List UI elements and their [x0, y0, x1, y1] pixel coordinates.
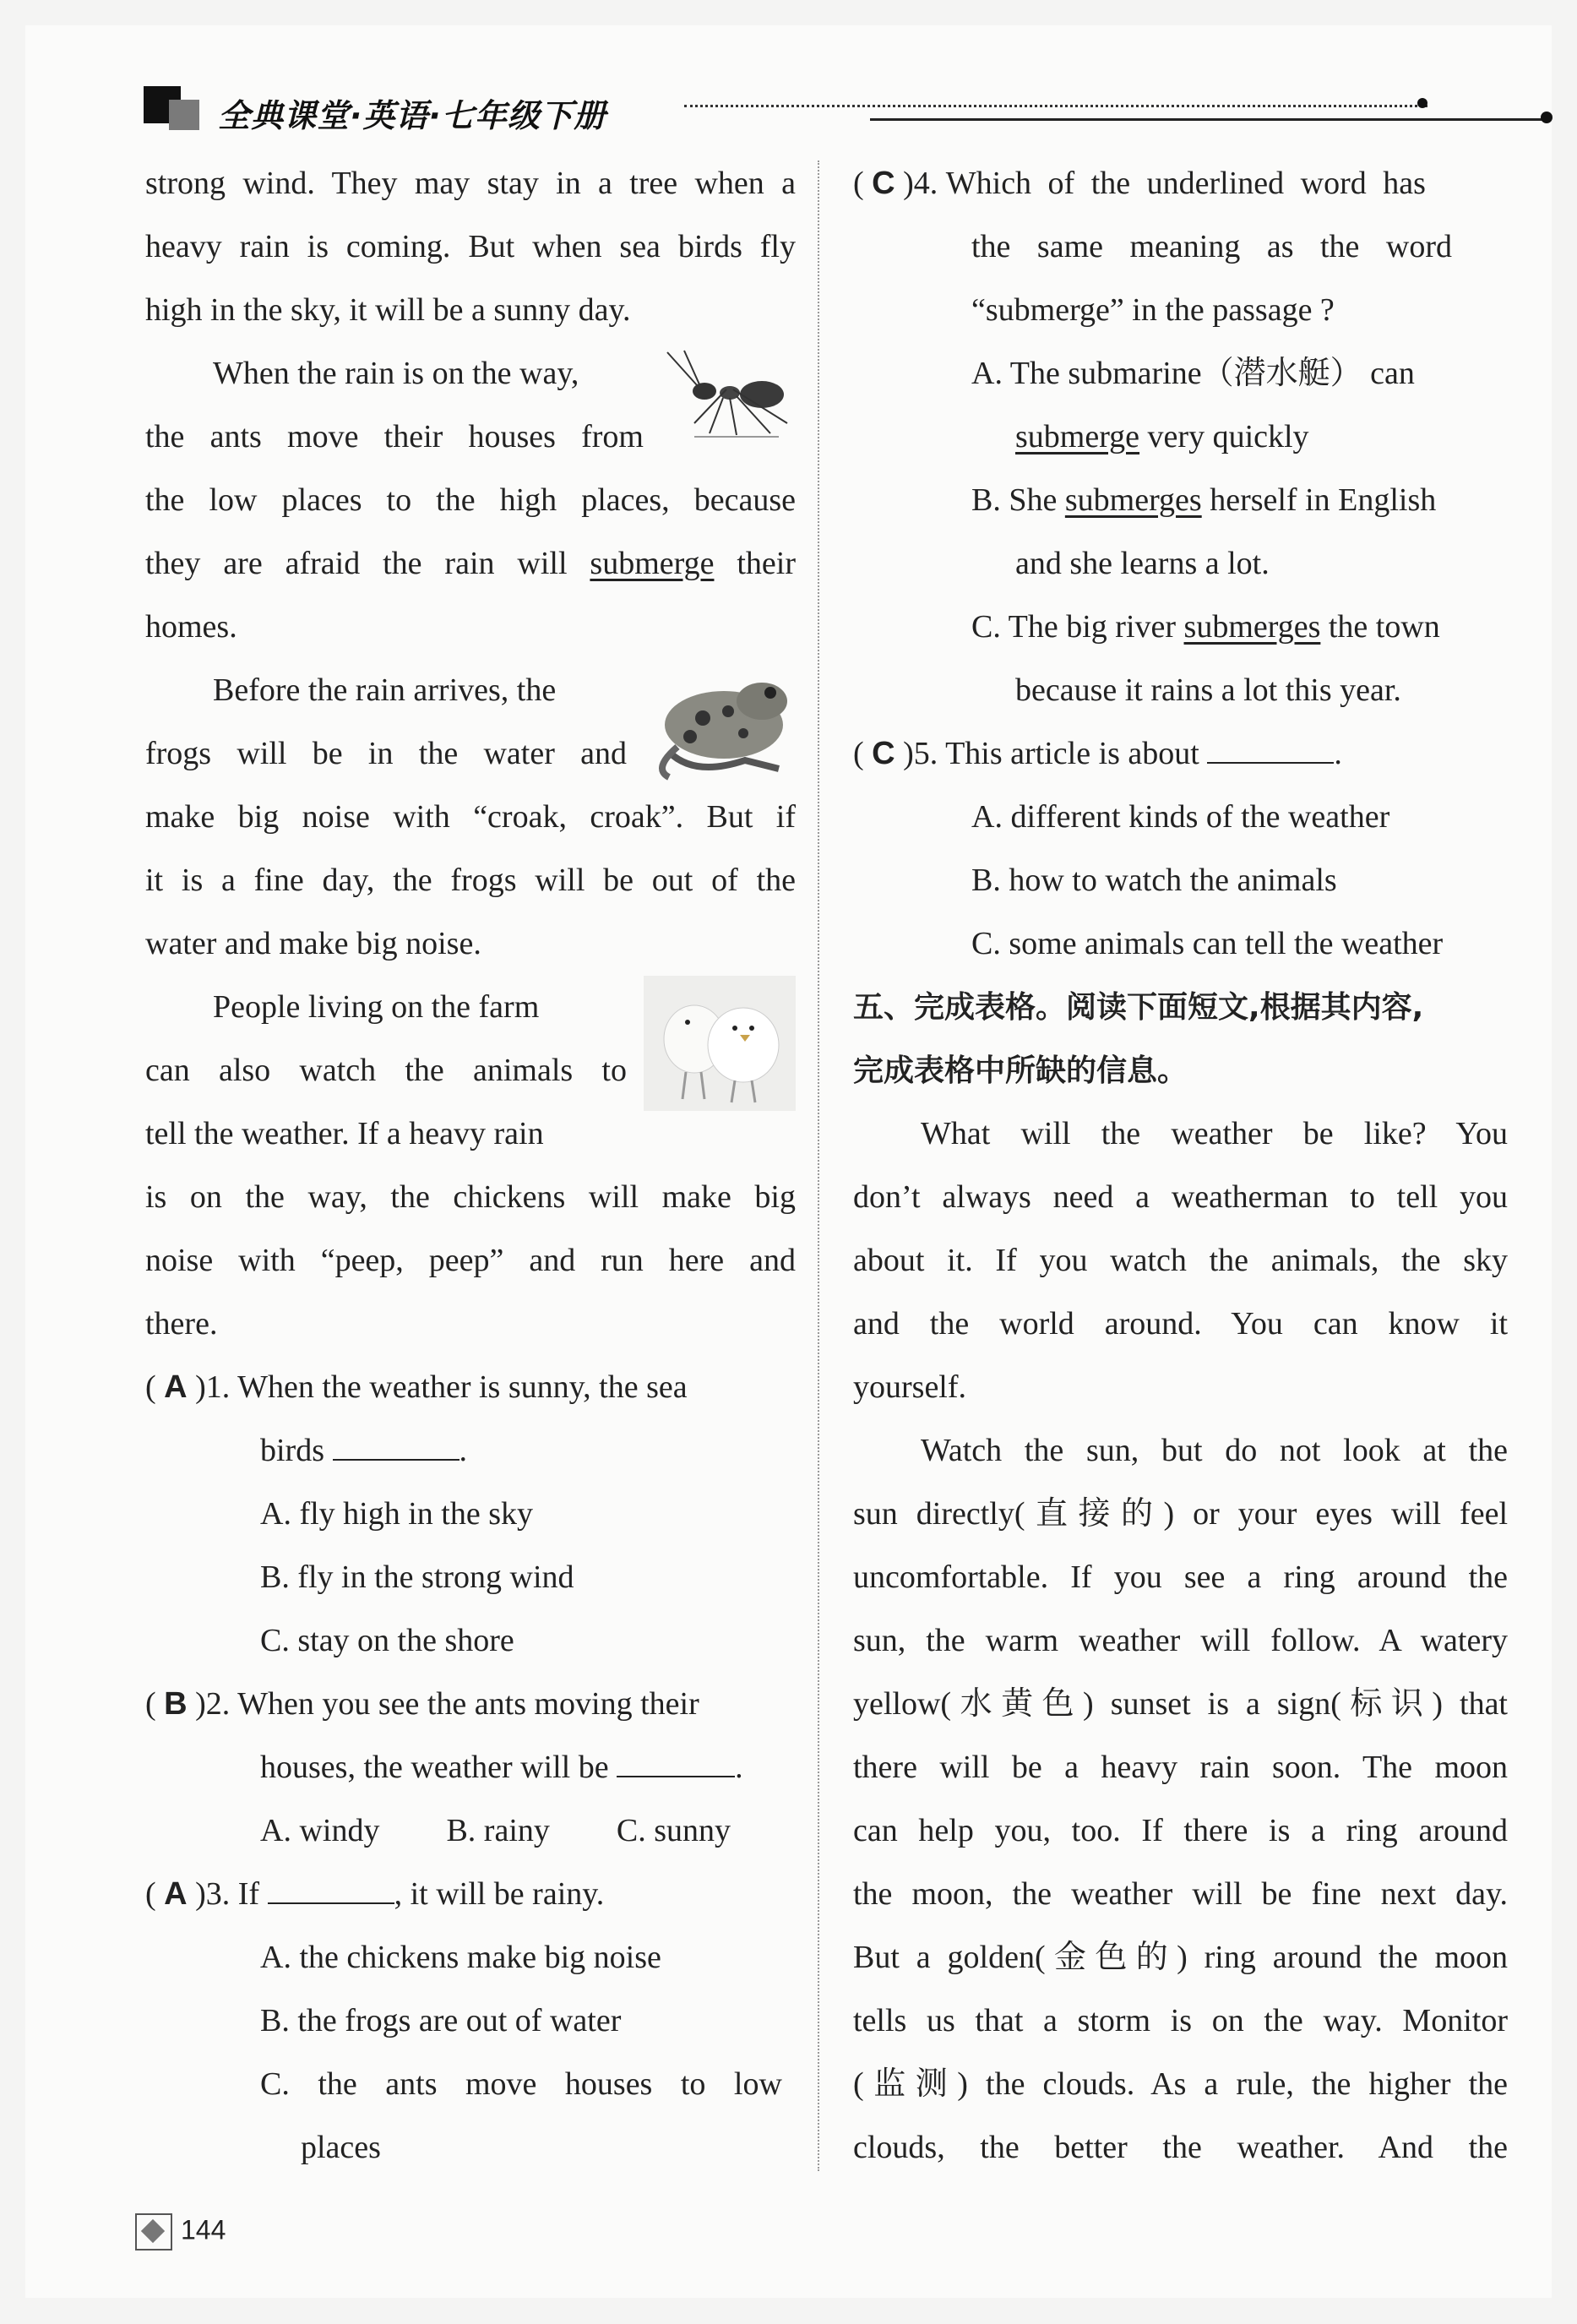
option-text: C. The big river: [971, 609, 1184, 645]
text-line: about it. If you watch the animals, the sky: [853, 1243, 1508, 1278]
ant-illustration: [661, 342, 796, 448]
section-heading-cont: 完成表格中所缺的信息。: [853, 1053, 1188, 1088]
text-segment: their: [737, 546, 797, 581]
section-heading: 五、完成表格。阅读下面短文,根据其内容,: [853, 990, 1424, 1025]
option-text: the town: [1320, 609, 1440, 645]
answer-letter: B: [164, 1686, 188, 1722]
option-c: C. some animals can tell the weather: [971, 926, 1444, 961]
text-line: there will be a heavy rain soon. The moon: [853, 1750, 1508, 1785]
text-line: frogs will be in the water and: [145, 736, 627, 771]
passage-paragraph: [145, 152, 796, 342]
column-divider: [818, 161, 819, 2171]
question-number: 3.: [205, 1876, 231, 1912]
text-line: When the rain is on the way,: [213, 356, 579, 391]
question-2: [145, 1673, 796, 1863]
option-b: B. fly in the strong wind: [260, 1559, 574, 1595]
diamond-icon: [135, 2213, 172, 2251]
question-number: 5.: [913, 736, 938, 771]
frogs-paragraph: [145, 659, 796, 976]
text-line: [145, 532, 796, 596]
header-logo-shadow: [169, 100, 199, 130]
page-header: [144, 78, 1436, 137]
answer-blank[interactable]: [333, 1434, 460, 1461]
frog-illustration: [644, 659, 796, 786]
header-solid-rule: [870, 118, 1546, 121]
answer-blank[interactable]: [1207, 737, 1334, 764]
answer-blank[interactable]: [268, 1877, 394, 1904]
option-a: A. different kinds of the weather: [971, 799, 1390, 835]
question-stem: [853, 722, 1508, 786]
underlined-word: submerge: [1015, 419, 1140, 454]
option-a: A. fly high in the sky: [260, 1496, 533, 1532]
punctuation: .: [1334, 736, 1342, 771]
text-line: the low places to the high places, because: [145, 482, 796, 518]
text-line: yellow(水黄色) sunset is a sign(标识) that: [853, 1686, 1508, 1722]
text-line: there.: [145, 1306, 218, 1342]
question-1: [145, 1356, 796, 1673]
question-text: “submerge” in the passage ?: [971, 292, 1335, 328]
option-a: A. The submarine（潜水艇） can: [971, 356, 1415, 391]
option-c: C. stay on the shore: [260, 1623, 514, 1658]
option-a: A. the chickens make big noise: [260, 1940, 661, 1975]
text-line: high in the sky, it will be a sunny day.: [145, 292, 631, 328]
answer-blank[interactable]: [617, 1750, 735, 1777]
text-line: People living on the farm: [213, 989, 540, 1025]
option-b: [853, 469, 1508, 532]
text-line: it is a fine day, the frogs will be out of the: [145, 863, 796, 898]
question-4: [853, 152, 1508, 722]
text-line: heavy rain is coming. But when sea birds fly: [145, 229, 796, 264]
answer-bracket: ( B ): [145, 1686, 206, 1722]
reading-paragraph-2: [853, 1419, 1508, 2180]
text-line: the moon, the weather will be fine next day.: [853, 1876, 1508, 1912]
right-column: [853, 152, 1508, 2180]
option-text: very quickly: [1139, 419, 1309, 454]
text-line: tells us that a storm is on the way. Monitor: [853, 2003, 1508, 2038]
question-5: [853, 722, 1508, 976]
answer-letter: C: [872, 166, 895, 201]
question-number: 2.: [205, 1686, 231, 1722]
text-line: and the world around. You can know it: [853, 1306, 1508, 1342]
options-row: [145, 1799, 796, 1863]
chicks-illustration: [644, 976, 796, 1111]
question-text: birds: [260, 1433, 324, 1468]
header-dot: [1417, 98, 1427, 108]
text-line: make big noise with “croak, croak”. But if: [145, 799, 796, 835]
option-text: herself in English: [1201, 482, 1437, 518]
punctuation: .: [459, 1433, 467, 1468]
text-line: sun, the warm weather will follow. A watery: [853, 1623, 1508, 1658]
text-line: don’t always need a weatherman to tell you: [853, 1179, 1508, 1215]
question-stem-cont: [145, 1736, 796, 1799]
text-line: sun directly(直接的) or your eyes will feel: [853, 1496, 1508, 1532]
underlined-word: submerges: [1183, 609, 1321, 645]
option-a: A. windy: [260, 1813, 380, 1848]
question-stem: [145, 1673, 796, 1736]
question-stem: [145, 1356, 796, 1419]
header-dot-end: [1541, 112, 1553, 123]
option-b: B. rainy: [446, 1813, 550, 1848]
text-line: strong wind. They may stay in a tree when a: [145, 166, 796, 201]
text-line: yourself.: [853, 1369, 967, 1405]
text-line: can help you, too. If there is a ring around: [853, 1813, 1508, 1848]
question-text: houses, the weather will be: [260, 1750, 609, 1785]
text-segment: they are afraid the rain will: [145, 546, 568, 581]
question-text: When the weather is sunny, the sea: [237, 1369, 688, 1405]
text-line: But a golden(金色的) ring around the moon: [853, 1940, 1508, 1975]
question-stem-cont: [145, 1419, 796, 1483]
text-line: is on the way, the chickens will make big: [145, 1179, 796, 1215]
option-c: C. the ants move houses to low: [260, 2066, 782, 2102]
option-b: B. how to watch the animals: [971, 863, 1337, 898]
header-title: 全典课堂·英语·七年级下册: [218, 97, 606, 134]
ants-paragraph: [145, 342, 796, 659]
text-line: What will the weather be like? You: [921, 1116, 1508, 1151]
punctuation: .: [735, 1750, 743, 1785]
question-number: 1.: [205, 1369, 231, 1405]
answer-bracket: ( A ): [145, 1369, 206, 1405]
text-line: noise with “peep, peep” and run here and: [145, 1243, 796, 1278]
header-dotted-rule: [684, 105, 1427, 107]
question-text: This article is about: [945, 736, 1199, 771]
text-line: uncomfortable. If you see a ring around the: [853, 1559, 1508, 1595]
chickens-paragraph: [145, 976, 796, 1356]
option-b-cont: and she learns a lot.: [1015, 546, 1270, 581]
option-text: B. She: [971, 482, 1065, 518]
text-line: can also watch the animals to: [145, 1053, 627, 1088]
question-text: , it will be rainy.: [394, 1876, 605, 1912]
option-c-cont: places: [301, 2130, 381, 2165]
option-c: C. sunny: [616, 1813, 731, 1848]
answer-bracket: ( C ): [853, 166, 914, 201]
left-column: [145, 152, 796, 2180]
page-number: 144: [181, 2214, 226, 2245]
answer-letter: A: [164, 1876, 188, 1912]
text-line: (监测) the clouds. As a rule, the higher the: [853, 2066, 1508, 2102]
answer-letter: A: [164, 1369, 188, 1405]
reading-paragraph-1: [853, 1102, 1508, 1419]
answer-bracket: ( C ): [853, 736, 914, 771]
text-line: tell the weather. If a heavy rain: [145, 1116, 544, 1151]
option-b: B. the frogs are out of water: [260, 2003, 622, 2038]
question-stem: [145, 1863, 796, 1926]
question-stem: [853, 152, 1508, 215]
option-c: [853, 596, 1508, 659]
option-c-cont: because it rains a lot this year.: [1015, 672, 1401, 708]
text-line: Watch the sun, but do not look at the: [921, 1433, 1508, 1468]
question-3: [145, 1863, 796, 2180]
answer-bracket: ( A ): [145, 1876, 206, 1912]
underlined-word: submerges: [1064, 482, 1202, 518]
text-line: clouds, the better the weather. And the: [853, 2130, 1508, 2165]
question-text: If: [237, 1876, 260, 1912]
question-text: Which of the underlined word has: [945, 166, 1426, 201]
text-line: homes.: [145, 609, 237, 645]
option-a-cont: [853, 405, 1508, 469]
page-footer: [135, 2213, 226, 2251]
question-number: 4.: [913, 166, 938, 201]
text-line: Before the rain arrives, the: [213, 672, 557, 708]
text-line: the ants move their houses from: [145, 419, 644, 454]
question-text: When you see the ants moving their: [237, 1686, 699, 1722]
underlined-word: submerge: [590, 546, 715, 581]
answer-letter: C: [872, 736, 895, 771]
text-line: water and make big noise.: [145, 926, 481, 961]
question-text: the same meaning as the word: [971, 229, 1453, 264]
